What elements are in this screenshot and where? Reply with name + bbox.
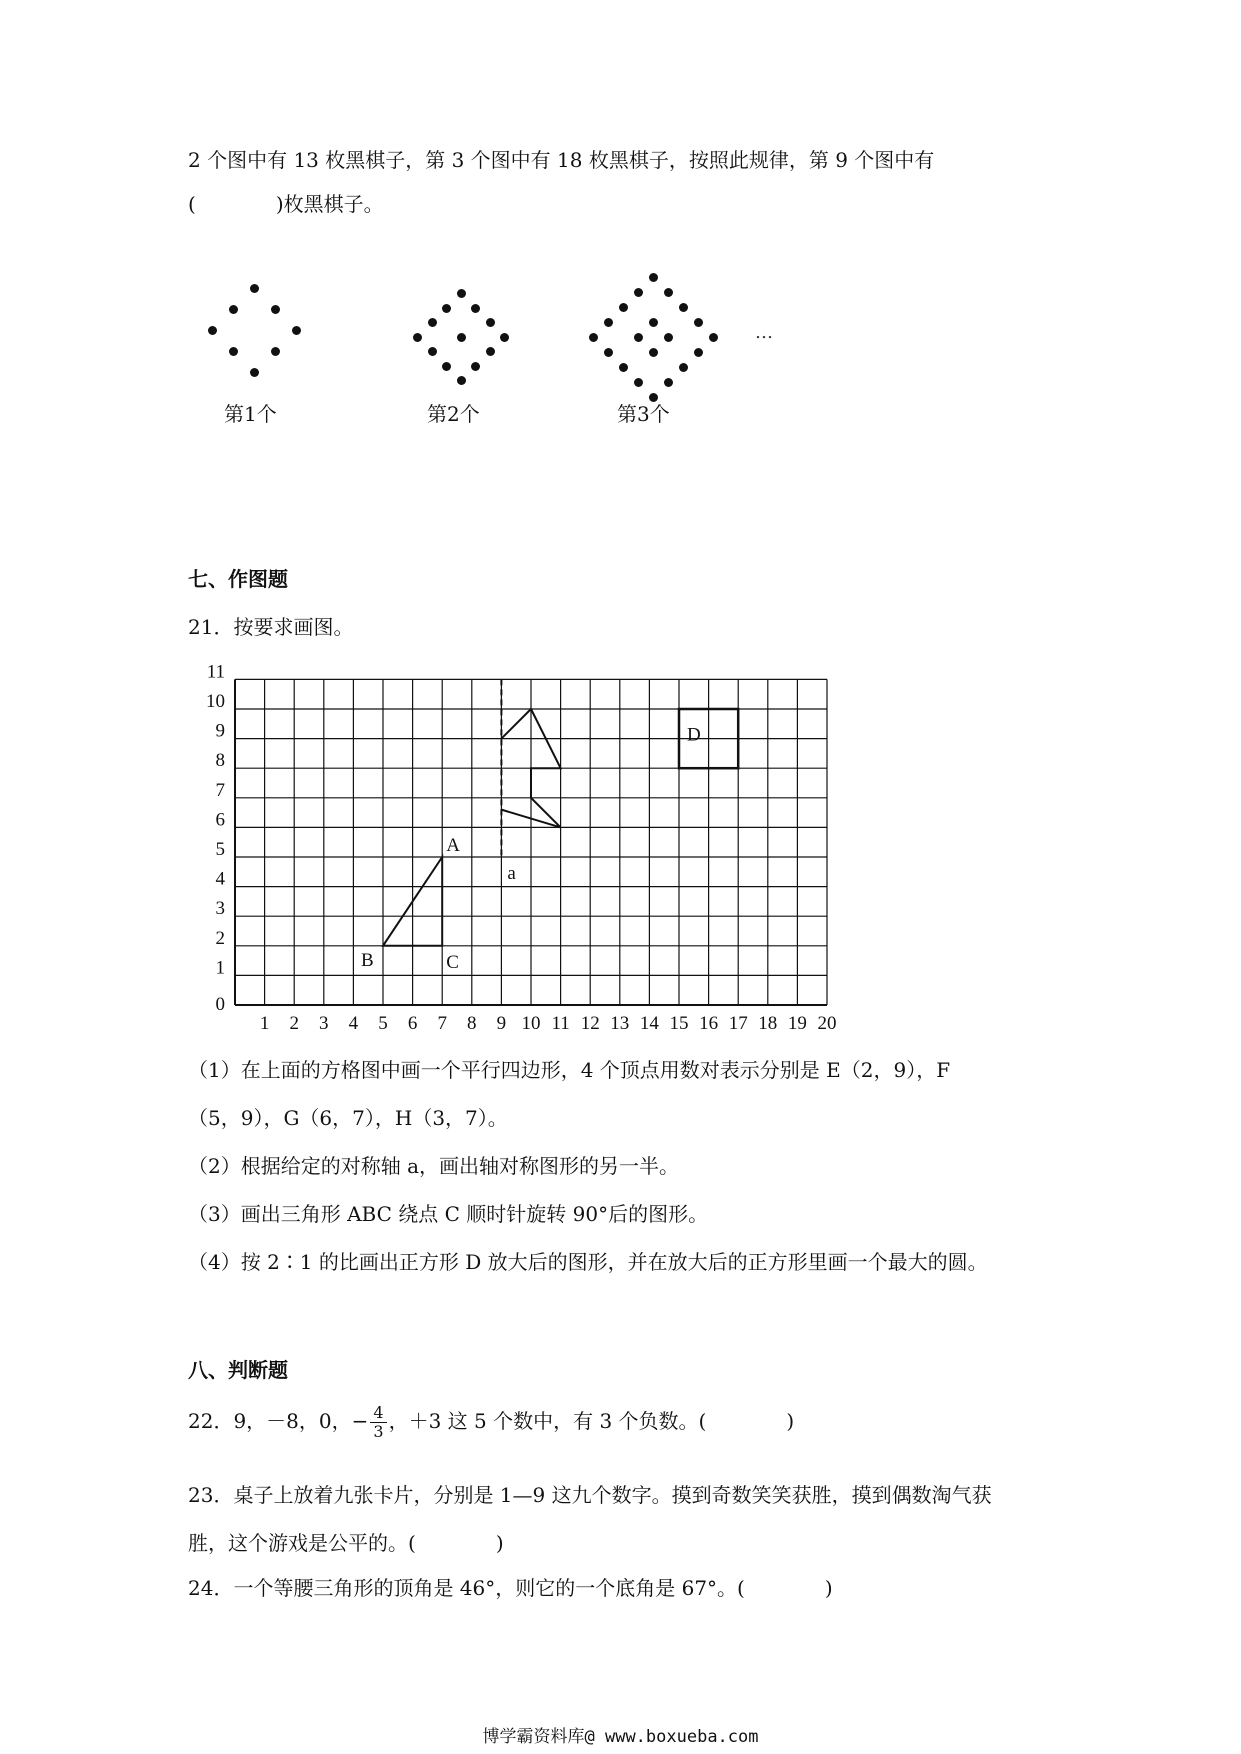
y-tick-label: 1: [215, 957, 225, 979]
chess-piece-dot: [619, 303, 628, 312]
chess-piece-dot: [271, 305, 280, 314]
chess-piece-dot: [442, 362, 451, 371]
chess-piece-dot: [604, 318, 613, 327]
q20-open-paren: (: [188, 192, 196, 216]
x-tick-label: 9: [496, 1013, 507, 1030]
x-tick-label: 10: [521, 1013, 541, 1030]
chess-piece-dot: [428, 318, 437, 327]
x-tick-label: 16: [699, 1013, 719, 1030]
fraction-denominator: 3: [373, 1422, 384, 1441]
x-tick-label: 4: [348, 1013, 359, 1030]
y-tick-label: 8: [215, 750, 225, 772]
q24-text: 24．一个等腰三角形的顶角是 46°，则它的一个底角是 67°。(: [188, 1576, 745, 1600]
figure-label-3: 第3个: [617, 402, 670, 426]
q23-line2-text: 胜，这个游戏是公平的。(: [188, 1531, 416, 1555]
chess-piece-dot: [413, 333, 422, 342]
chess-piece-dot: [649, 273, 658, 282]
chess-piece-dot: [250, 368, 259, 377]
chess-piece-dot: [208, 326, 217, 335]
chess-piece-dot: [649, 318, 658, 327]
x-tick-label: 18: [758, 1013, 778, 1030]
q20-line2-rest: )枚黑棋子。: [275, 192, 384, 216]
q22: [188, 1404, 794, 1441]
chess-piece-dot: [457, 376, 466, 385]
chess-piece-dot: [471, 304, 480, 313]
y-tick-label: 10: [206, 691, 225, 712]
chess-piece-dot: [229, 305, 238, 314]
x-tick-label: 5: [378, 1013, 388, 1030]
q22-pre: 22．9，－8，0，−: [188, 1409, 369, 1433]
chess-piece-dot: [486, 347, 495, 356]
x-tick-label: 12: [580, 1013, 600, 1030]
q21-sub1-line1: （1）在上面的方格图中画一个平行四边形，4 个顶点用数对表示分别是 E（2，9），F: [188, 1058, 951, 1082]
y-tick-label: 7: [215, 779, 225, 801]
x-tick-label: 20: [817, 1013, 837, 1030]
chess-piece-dot: [229, 347, 238, 356]
q24: [188, 1575, 833, 1601]
chess-piece-dot: [664, 288, 673, 297]
x-tick-label: 17: [728, 1013, 748, 1030]
chess-piece-dot: [292, 326, 301, 335]
chess-piece-dot: [634, 333, 643, 342]
y-tick-label: 0: [215, 994, 225, 1015]
coordinate-grid[interactable]: [190, 660, 850, 1030]
x-tick-label: 7: [437, 1013, 447, 1030]
y-tick-label: 3: [215, 898, 225, 920]
fraction-4-3: [370, 1404, 386, 1441]
figure-label-2: 第2个: [427, 402, 480, 426]
chess-piece-dot: [589, 333, 598, 342]
q21-sub3: （3）画出三角形 ABC 绕点 C 顺时针旋转 90°后的图形。: [188, 1202, 709, 1226]
figure-label-1: 第1个: [224, 402, 277, 426]
q23-line2: [188, 1530, 504, 1556]
q22-post: ，＋3 这 5 个数中，有 3 个负数。(: [388, 1409, 707, 1433]
chess-piece-dot: [500, 333, 509, 342]
x-tick-label: 8: [467, 1013, 477, 1030]
ellipsis: …: [755, 322, 773, 343]
y-tick-label: 4: [215, 868, 225, 890]
x-tick-label: 3: [319, 1013, 329, 1030]
axis-label-a: a: [507, 863, 516, 884]
y-tick-label: 6: [215, 809, 225, 831]
y-tick-label: 2: [215, 927, 225, 949]
chess-piece-dot: [679, 363, 688, 372]
square-label-d: D: [687, 724, 701, 746]
fraction-numerator: 4: [370, 1404, 386, 1423]
x-tick-label: 15: [669, 1013, 689, 1030]
y-tick-label: 5: [215, 839, 225, 860]
point-label-b: B: [361, 949, 374, 971]
chess-piece-dot: [619, 363, 628, 372]
x-tick-label: 13: [610, 1013, 630, 1030]
chess-piece-dot: [457, 289, 466, 298]
chess-piece-dot: [428, 347, 437, 356]
x-tick-label: 1: [259, 1013, 270, 1030]
q23-close: ): [495, 1531, 504, 1555]
x-axis-labels: [260, 1013, 837, 1030]
chess-piece-dot: [664, 378, 673, 387]
q24-close: ): [824, 1576, 833, 1600]
chess-piece-dot: [664, 333, 673, 342]
q21-sub4: （4）按 2∶1 的比画出正方形 D 放大后的图形，并在放大后的正方形里画一个最大的圆。: [188, 1250, 988, 1274]
chess-piece-dot: [486, 318, 495, 327]
chess-piece-dot: [709, 333, 718, 342]
x-tick-label: 6: [407, 1013, 418, 1030]
point-label-c: C: [446, 951, 459, 973]
q23-line1: 23．桌子上放着九张卡片，分别是 1—9 这九个数字。摸到奇数笑笑获胜，摸到偶数淘气获: [188, 1483, 992, 1507]
chess-piece-dot: [679, 303, 688, 312]
chess-piece-dot: [457, 333, 466, 342]
chess-piece-dot: [250, 284, 259, 293]
x-tick-label: 19: [787, 1013, 807, 1030]
x-tick-label: 2: [289, 1013, 299, 1030]
q20-text-line2: [188, 191, 384, 217]
section-8-heading: 八、判断题: [188, 1358, 288, 1382]
y-tick-label: 9: [215, 720, 225, 742]
y-axis-labels: [206, 661, 226, 1015]
q20-text-line1: 2 个图中有 13 枚黑棋子，第 3 个图中有 18 枚黑棋子，按照此规律，第 9 个图中有: [188, 148, 935, 172]
q21-title: 21．按要求画图。: [188, 615, 354, 639]
x-tick-label: 14: [639, 1013, 659, 1030]
chess-piece-dot: [442, 304, 451, 313]
x-tick-label: 11: [551, 1013, 570, 1030]
q21-sub1-line2: （5，9），G（6，7），H（3，7）。: [188, 1106, 508, 1130]
chess-piece-dot: [471, 362, 480, 371]
chess-piece-dot: [649, 348, 658, 357]
chess-piece-dot: [604, 348, 613, 357]
q22-close: ): [786, 1409, 795, 1433]
footer-watermark: 博学霸资料库@ www.boxueba.com: [482, 1727, 759, 1747]
q21-sub2: （2）根据给定的对称轴 a，画出轴对称图形的另一半。: [188, 1154, 680, 1178]
chess-piece-dot: [271, 347, 280, 356]
chess-piece-dot: [694, 318, 703, 327]
chess-piece-dot: [634, 288, 643, 297]
y-tick-label: 11: [206, 661, 225, 683]
point-label-a: A: [446, 835, 460, 856]
section-7-heading: 七、作图题: [188, 567, 288, 591]
chess-piece-dot: [634, 378, 643, 387]
chess-piece-dot: [694, 348, 703, 357]
